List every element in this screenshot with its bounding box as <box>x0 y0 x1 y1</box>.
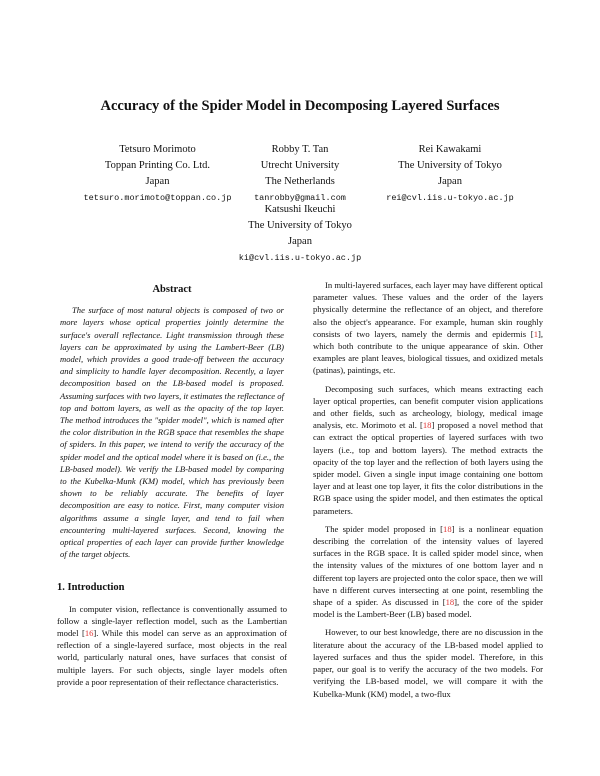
body-paragraph <box>313 383 543 517</box>
author-email[interactable]: ki@cvl.iis.u-tokyo.ac.jp <box>238 253 362 263</box>
author-name: Rei Kawakami <box>418 144 482 155</box>
citation-link[interactable]: 1 <box>533 328 538 339</box>
paper-title: Accuracy of the Spider Model in Decomposing Layered Surfaces <box>100 98 500 114</box>
author-block-4 <box>205 202 395 267</box>
text-run: ] is a nonlinear equation describing the correlation of the intensity values of layered surfaces in the RGB space. It is called spider model since, when the intensity values of the mixtures of one bottom layer and n different top layers are projected onto the color space, then we will have n different curves intersecting at one point, resembling the shape of a spider. As discussed in [ <box>313 523 544 608</box>
author-email[interactable]: tanrobby@gmail.com <box>254 193 346 203</box>
author-country: Japan <box>288 236 312 247</box>
author-block-2 <box>230 142 370 207</box>
author-name: Tetsuro Morimoto <box>119 144 196 155</box>
citation-link[interactable]: 18 <box>422 420 432 431</box>
left-column <box>57 276 287 688</box>
text-run: Decomposing such surfaces, which means extracting each layer optical properties, can benefit computer vision applications and other fields, such as archeology, biology, medical image analysis, etc. Morimoto et al. [ <box>313 383 543 431</box>
author-affiliation: The University of Tokyo <box>398 160 502 171</box>
author-country: The Netherlands <box>265 176 335 187</box>
author-name: Katsushi Ikeuchi <box>264 204 336 215</box>
abstract-text: The surface of most natural objects is composed of two or more layers whose optical properties jointly determine the surface's overall reflectance. Light transmission through these layers can be approximated by using the Lambert-Beer (LB) model, which provides a good trade-off between the accuracy and simplicity to handle layer decomposition. Recently, a layer decomposition based on the LB-based model is proposed. Assuming surfaces with two layers, it estimates the reflectance of top and bottom layers, as well as the opacity of the top layer. The method introduces the "spider model", which is named after the color distribution in the RGB space that resembles the shape of spiders. In this paper, we intend to verify the accuracy of the spider model and the optical model where it is based on (i.e., the LB-based model). We verify the LB-based model by comparing to the Kubelka-Munk (KM) model, which has previously been shown to be reliably accurate. The benefits of layer decomposition are easy to notice. First, many computer vision algorithms assume a single layer, and tend to fail when encountering multi-layered surfaces. Second, knowing the optical properties of each layer can provide further knowledge of the target objects. <box>60 305 284 560</box>
text-run: ], which both contribute to the unique appearance of skin. Other examples are plant leaves, biological tissues, and oxidized metals (patinas), paintings, etc. <box>313 328 543 376</box>
author-email[interactable]: tetsuro.morimoto@toppan.co.jp <box>83 193 232 203</box>
right-column <box>313 279 543 700</box>
author-block-3 <box>360 142 540 207</box>
text-run: ], the core of the spider model is the Lambert-Beer (LB) based model. <box>313 597 543 620</box>
citation-link[interactable]: 16 <box>84 628 94 639</box>
intro-paragraph <box>57 603 287 688</box>
author-affiliation: Utrecht University <box>260 160 340 171</box>
author-affiliation: Toppan Printing Co. Ltd. <box>104 160 211 171</box>
author-country: Japan <box>145 176 170 187</box>
citation-link[interactable]: 18 <box>445 597 455 608</box>
text-run: ]. While this model can serve as an approximation of reflection of a single-layered surface, most objects in the real world, particularly natural ones, have surfaces that consist of multiple layers. For such objects, single layer models often provide a poor representation of their reflectance characteristics. <box>57 628 287 687</box>
abstract-heading: Abstract <box>152 284 192 295</box>
text-run: ] proposed a novel method that can extract the optical properties of layered surfaces with two layers (i.e., top and bottom layers). The method extracts the opacity of the top layer and the reflection of both layers using the spider model. Given a single input image containing one bottom layer and at least one top layer, it fits the color distributions in the RGB space using the spider model, and then estimates the optical parameters. <box>313 420 543 516</box>
author-affiliation: The University of Tokyo <box>248 220 352 231</box>
author-email[interactable]: rei@cvl.iis.u-tokyo.ac.jp <box>386 193 514 203</box>
author-name: Robby T. Tan <box>271 144 329 155</box>
body-paragraph <box>313 279 543 377</box>
body-paragraph <box>313 523 543 621</box>
author-country: Japan <box>438 176 462 187</box>
text-run: The spider model proposed in [ <box>325 523 444 534</box>
body-paragraph: However, to our best knowledge, there are no discussion in the literature about the accuracy of the LB-based model applied to layered surfaces and thus the spider model. Therefore, in this paper, our goal is to verify the accuracy of the two models. For verifying the LB-based model, we will compare it with the Kubelka-Munk (KM) model, a two-flux <box>313 627 543 699</box>
author-block-1 <box>70 142 245 207</box>
citation-link[interactable]: 18 <box>443 523 452 534</box>
abstract-body <box>57 304 287 560</box>
text-run: In multi-layered surfaces, each layer may have different optical parameter values. These values and the order of the layers physically determine the reflectance of an object, and therefore also the object's appearance. For example, human skin roughly consists of two layers, namely the dermis and epidermis [ <box>313 280 543 339</box>
section-heading-introduction: 1. Introduction <box>57 582 125 594</box>
text-run: In computer vision, reflectance is conventionally assumed to follow a single-layer reflection model, such as the Lambertian model [ <box>57 603 287 639</box>
